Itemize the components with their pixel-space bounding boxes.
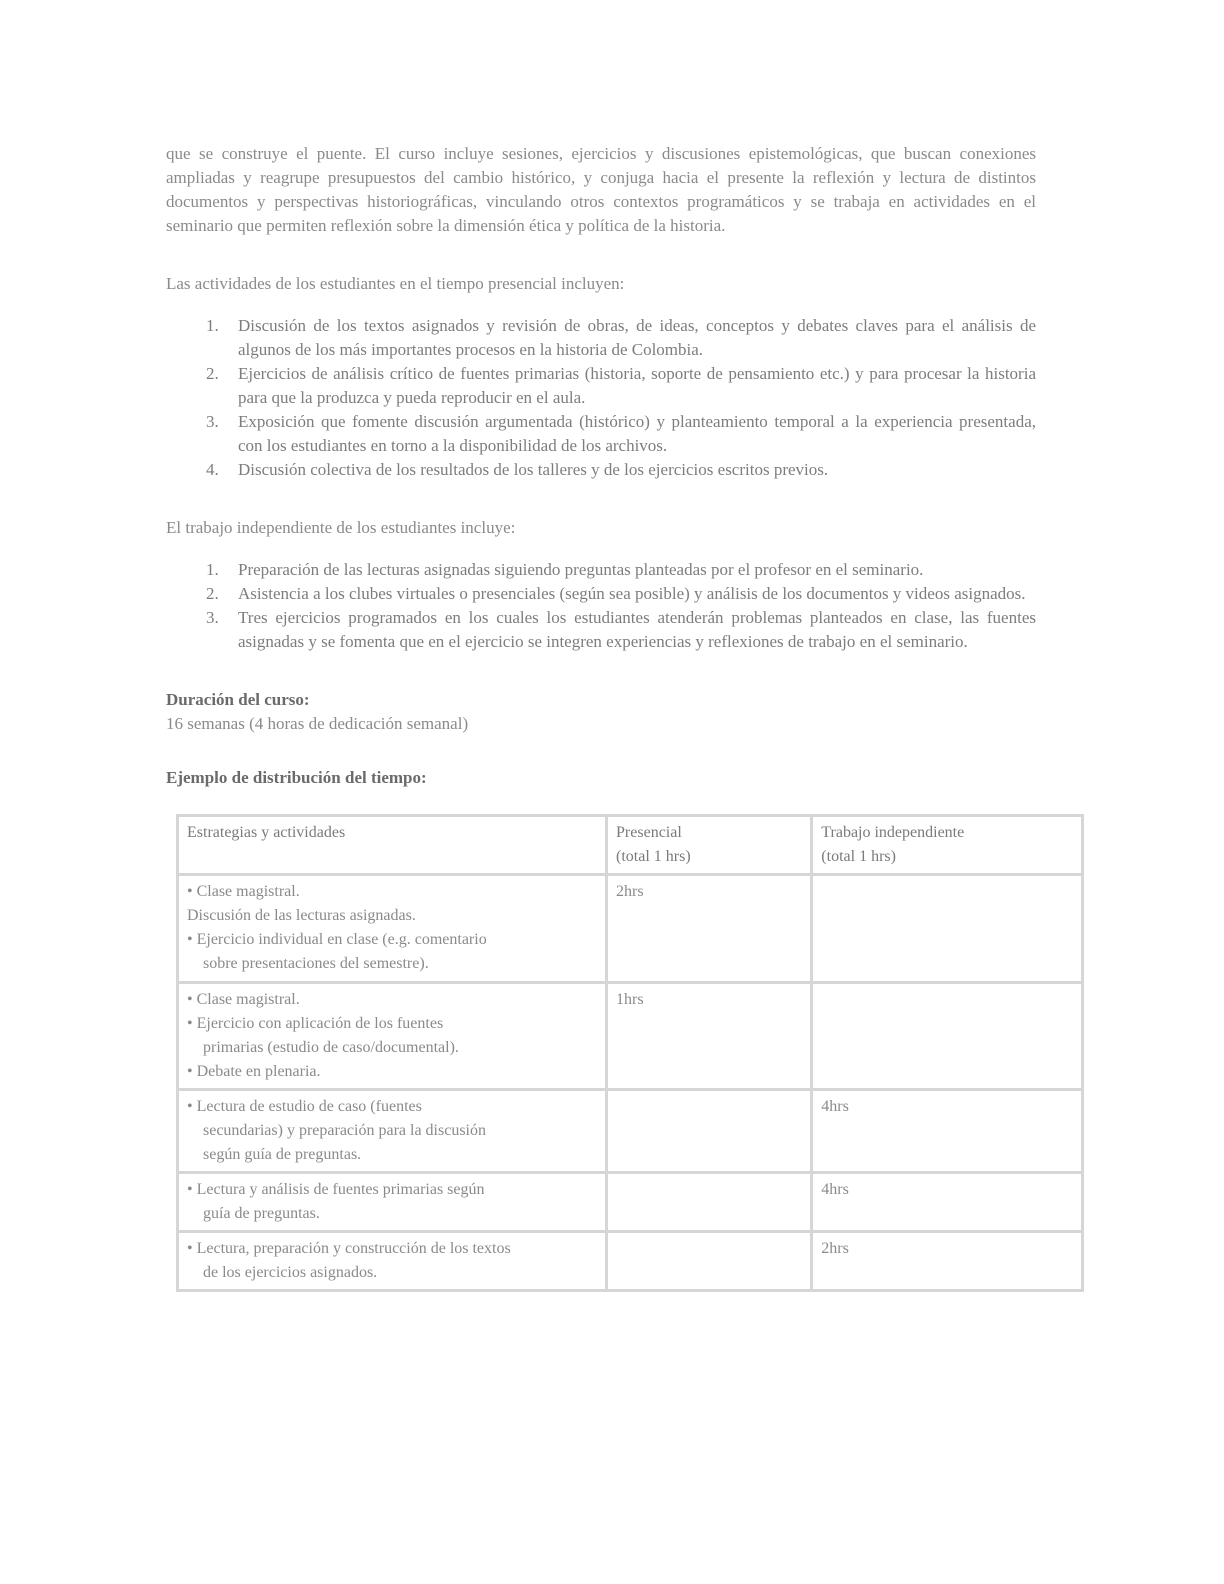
independiente-cell [812,983,1083,1090]
activity-cell: • Lectura y análisis de fuentes primarias según guía de preguntas. [178,1173,607,1232]
header-presencial: Presencial (total 1 hrs) [607,816,812,875]
activities-intro: Las actividades de los estudiantes en el tiempo presencial incluyen: [166,274,625,293]
independent-intro: El trabajo independiente de los estudiantes incluye: [166,518,516,537]
list-item: 3. Tres ejercicios programados en los cuales los estudiantes atenderán problemas planteados en clase, las fuentes asignadas y se fomenta que en el ejercicio se integren experiencias y reflexiones de trabajo en el seminario. [206,608,1036,651]
independiente-cell: 4hrs [812,1090,1083,1173]
activity-cell: • Lectura, preparación y construcción de los textos de los ejercicios asignados. [178,1232,607,1291]
presencial-cell: 1hrs [607,983,812,1090]
list-item: 1. Discusión de los textos asignados y revisión de obras, de ideas, conceptos y debates claves para el análisis de algunos de los más importantes procesos en la historia de Colombia. [206,316,1036,359]
table-header-row [178,816,1083,875]
independiente-cell: 4hrs [812,1173,1083,1232]
activity-cell: • Clase magistral. • Ejercicio con aplicación de los fuentes primarias (estudio de caso/documental). • Debate en plenaria. [178,983,607,1090]
header-strategies: Estrategias y actividades [178,816,607,875]
time-distribution-table [176,814,1084,1292]
duration-text: 16 semanas (4 horas de dedicación semanal) [166,714,469,733]
table-title: Ejemplo de distribución del tiempo: [166,768,427,787]
independiente-cell [812,875,1083,983]
presencial-cell: 2hrs [607,875,812,983]
presencial-cell [607,1173,812,1232]
presencial-cell [607,1090,812,1173]
document-page [166,142,1084,1292]
list-item: 2. Ejercicios de análisis crítico de fuentes primarias (historia, soporte de pensamiento etc.) y para procesar la historia para que la produzca y pueda reproducir en el aula. [206,364,1036,407]
table-row [178,1173,1083,1232]
list-item: 1. Preparación de las lecturas asignadas siguiendo preguntas planteadas por el profesor en el seminario. [206,560,924,579]
list-item: 3. Exposición que fomente discusión argumentada (histórico) y planteamiento temporal a la experiencia presentada, con los estudiantes en torno a la disponibilidad de los archivos. [206,412,1036,455]
list-item: 2. Asistencia a los clubes virtuales o presenciales (según sea posible) y análisis de los documentos y videos asignados. [206,584,1026,603]
header-independiente: Trabajo independiente (total 1 hrs) [812,816,1083,875]
table-row [178,875,1083,983]
intro-paragraph: que se construye el puente. El curso incluye sesiones, ejercicios y discusiones epistemológicas, que buscan conexiones ampliadas y reagrupe presupuestos del cambio histórico, y conjuga hacia el presente la reflexión y lectura de distintos documentos y perspectivas historiográficas, vinculando otros contextos programáticos y se trabaja en actividades en el seminario que permiten reflexión sobre la dimensión ética y política de la historia. [166,144,1036,235]
activity-cell: • Clase magistral. Discusión de las lecturas asignadas. • Ejercicio individual en clase (e.g. comentario sobre presentaciones del semestre). [178,875,607,983]
list-item: 4. Discusión colectiva de los resultados de los talleres y de los ejercicios escritos previos. [206,460,829,479]
table-row [178,1090,1083,1173]
table-row [178,1232,1083,1291]
activity-cell: • Lectura de estudio de caso (fuentes secundarias) y preparación para la discusión según guía de preguntas. [178,1090,607,1173]
presencial-cell [607,1232,812,1291]
independent-list [166,558,1036,654]
activities-list [166,314,1036,482]
table-row [178,983,1083,1090]
independiente-cell: 2hrs [812,1232,1083,1291]
duration-title: Duración del curso: [166,690,310,709]
